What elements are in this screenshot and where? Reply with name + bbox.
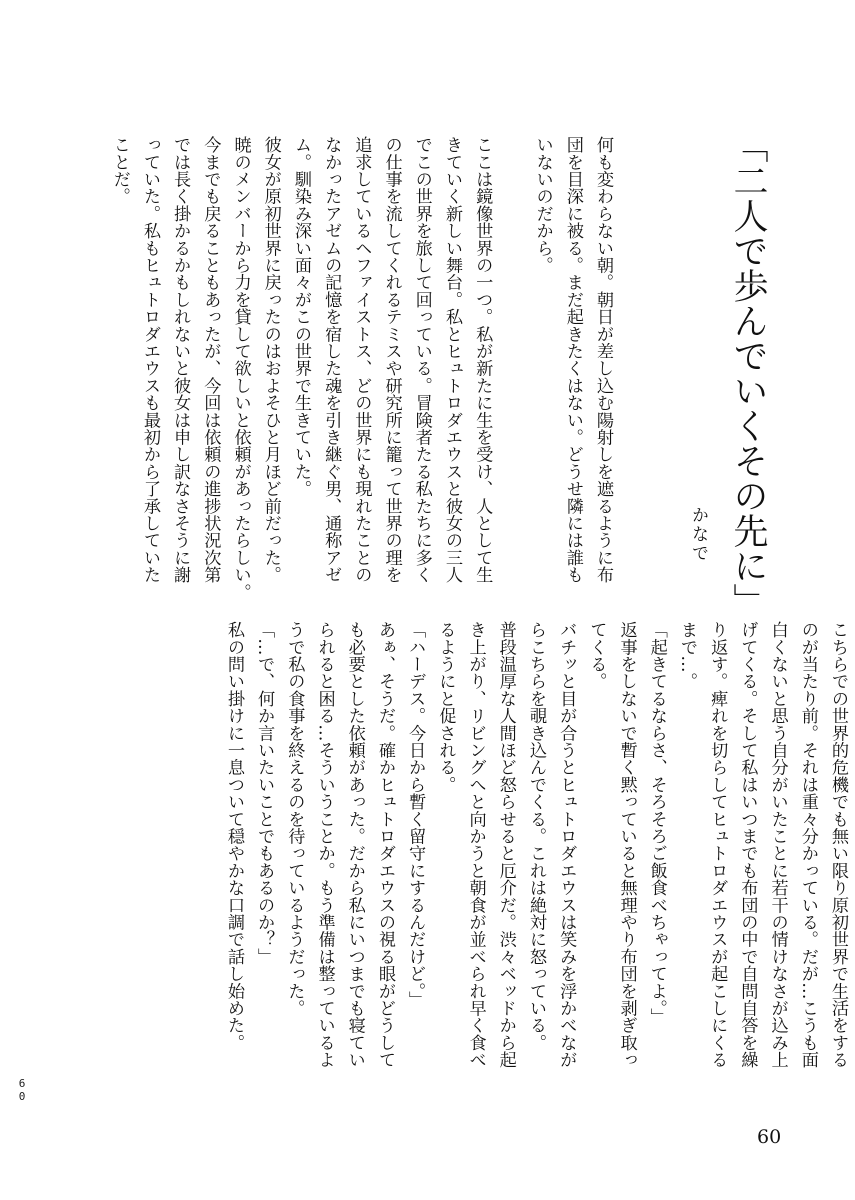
text-line: ム。馴染み深い面々がこの世界で生きていた。 — [290, 136, 311, 498]
text-line: ことだ。 — [109, 136, 130, 205]
text-line: まで…。 — [676, 621, 697, 690]
text-block-bottom — [219, 621, 853, 1068]
text-line: あぁ、そうだ。確かヒュトロダエウスの視る眼がどうして — [374, 621, 395, 1069]
text-line: 団を目深に被る。まだ起きたくはない。どうせ隣には誰も — [562, 136, 583, 584]
side-page-digit: 6 — [18, 1077, 26, 1090]
text-line: こちらでの世界的危機でも無い限り原初世界で生活をする — [828, 621, 848, 1069]
text-line: でこの世界を旅して回っている。冒険者たる私たちに多く — [411, 136, 432, 584]
text-line: 今までも戻ることもあったが、今回は依頼の進捗状況次第 — [200, 136, 221, 584]
side-page-number — [17, 1077, 27, 1103]
text-line: られると困る…そういうことか。もう準備は整っているよ — [314, 621, 335, 1069]
text-line: げてくる。そして私はいつまでも布団の中で自問自答を繰 — [737, 621, 758, 1069]
text-line: なかったアゼムの記憶を宿した魂を引き継ぐ男、通称アゼ — [321, 136, 342, 584]
text-line: 「起きてるならさ、そろそろご飯食べちゃってよ。」 — [646, 621, 667, 1026]
text-line: ここは鏡像世界の一つ。私が新たに生を受け、人として生 — [472, 136, 493, 584]
text-line: いないのだから。 — [532, 136, 553, 274]
text-line: バチッと目が合うとヒュトロダエウスは笑みを浮かべなが — [556, 621, 577, 1069]
text-line: うで私の食事を終えるのを待っているようだった。 — [284, 621, 305, 1017]
page-number: 60 — [757, 1126, 782, 1148]
text-line: るようにと促される。 — [435, 621, 456, 793]
author-name: かなで — [688, 506, 708, 563]
text-line: てくる。 — [586, 621, 607, 690]
text-line: も必要とした依頼があった。だから私にいつまでも寝てい — [344, 621, 365, 1069]
text-line: 何も変わらない朝。朝日が差し込む陽射しを遮るように布 — [593, 136, 613, 584]
text-line: り返す。痺れを切らしてヒュトロダエウスが起こしにくる — [707, 621, 728, 1069]
text-line: 「…で、何か言いたいことでもあるのか？」 — [254, 621, 275, 965]
text-line: の仕事を流してくれるテミスや研究所に籠って世界の理を — [381, 136, 402, 584]
text-line: 追求しているヘファイストス、どの世界にも現れたことの — [351, 136, 372, 584]
side-page-digit: 0 — [18, 1090, 26, 1103]
text-line: 彼女が原初世界に戻ったのはおよそひと月ほど前だった。 — [260, 136, 281, 584]
text-line: のが当たり前。それは重々分かっている。だが…こうも面 — [797, 621, 818, 1069]
text-line: 暁のメンバーから力を貸して欲しいと依頼があったらしい。 — [230, 136, 251, 601]
text-block-top — [105, 136, 618, 600]
story-title: 「二人で歩んでいくその先に」 — [728, 128, 768, 618]
text-line: 普段温厚な人間ほど怒らせると厄介だ。渋々ベッドから起 — [495, 621, 516, 1069]
text-line: っていた。私もヒュトロダエウスも最初から了承していた — [139, 136, 160, 584]
text-line: きていく新しい舞台。私とヒュトロダエウスと彼女の三人 — [441, 136, 462, 584]
text-line: き上がり、リビングへと向かうと朝食が並べられ早く食べ — [465, 621, 486, 1069]
text-line: 「ハーデス。今日から暫く留守にするんだけど。」 — [405, 621, 426, 1008]
text-line: 私の問い掛けに一息ついて穏やかな口調で話し始めた。 — [223, 621, 244, 1051]
blank-line — [497, 136, 527, 600]
text-line: 返事をしないで暫く黙っていると無理やり布団を剥ぎ取っ — [616, 621, 637, 1069]
text-line: 白くないと思う自分がいたことに若干の情けなさが込み上 — [767, 621, 788, 1069]
text-line: らこちらを覗き込んでくる。これは絶対に怒っている。 — [525, 621, 546, 1051]
text-line: では長く掛かるかもしれないと彼女は申し訳なさそうに謝 — [170, 136, 191, 584]
